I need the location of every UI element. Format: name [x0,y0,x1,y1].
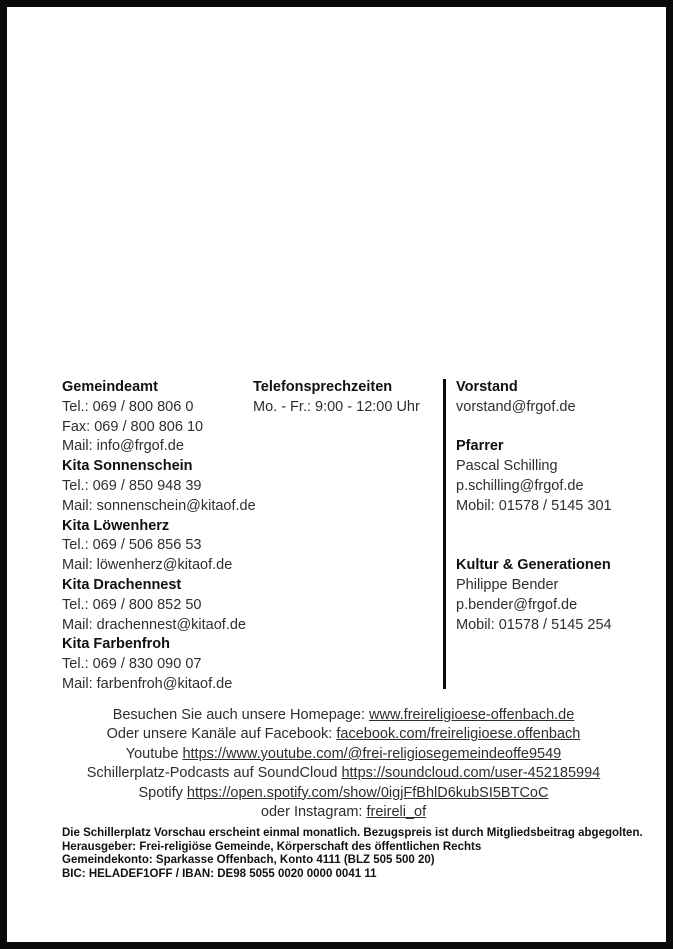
online-links-block [7,706,673,822]
youtube-line [7,745,673,764]
group-heading-vorstand: Vorstand [456,379,518,395]
kita-sonnenschein-phone: Tel.: 069 / 850 948 39 [62,477,202,494]
instagram-line [7,803,673,822]
gemeindeamt-phone: Tel.: 069 / 800 806 0 [62,398,194,415]
contact-column-people [456,378,612,635]
spotify-link[interactable]: https://open.spotify.com/show/0igjFfBhlD6kubSI5BTCoC [186,784,549,801]
homepage-prefix: Besuchen Sie auch unsere Homepage: [112,707,370,723]
homepage-link[interactable]: www.freireligioese-offenbach.de [369,707,575,723]
group-heading-kultur-generationen: Kultur & Generationen [456,557,611,574]
imprint-line-publisher: Herausgeber: Frei-religiöse Gemeinde, Körperschaft des öffentlichen Rechts [62,840,482,853]
contact-column-offices [62,378,256,695]
imprint-line-bic-iban: BIC: HELADEF1OFF / IBAN: DE98 5055 0020 0000 0041 11 [62,868,377,881]
office-heading-kita-sonnenschein: Kita Sonnenschein [62,458,193,475]
office-heading-kita-farbenfroh: Kita Farbenfroh [62,636,170,653]
vertical-divider-rule [443,379,446,689]
contact-group-pfarrer [456,437,612,516]
vorstand-mail: vorstand@frgof.de [456,398,576,415]
kultur-name: Philippe Bender [456,576,559,593]
facebook-line [7,725,673,744]
facebook-prefix: Oder unsere Kanäle auf Facebook: [106,726,337,743]
imprint-line-frequency: Die Schillerplatz Vorschau erscheint einmal monatlich. Bezugspreis ist durch Mitgliedsbeitrag abgegolten. [62,827,643,839]
kultur-mail: p.bender@frgof.de [456,596,578,613]
facebook-link[interactable]: facebook.com/freireligioese.offenbach [336,726,581,743]
contact-column-office-hours [253,378,420,418]
kita-sonnenschein-mail: Mail: sonnenschein@kitaof.de [62,497,256,514]
gemeindeamt-fax: Fax: 069 / 800 806 10 [62,418,204,435]
gemeindeamt-mail: Mail: info@frgof.de [62,438,184,455]
soundcloud-prefix: Schillerplatz-Podcasts auf SoundCloud [86,765,342,782]
office-hours-value: Mo. - Fr.: 9:00 - 12:00 Uhr [253,398,420,415]
instagram-link[interactable]: freireli_of [366,804,427,821]
instagram-prefix: oder Instagram: [260,804,367,821]
soundcloud-link[interactable]: https://soundcloud.com/user-452185994 [341,765,601,782]
soundcloud-line [7,764,673,783]
kita-loewenherz-mail: Mail: löwenherz@kitaof.de [62,557,233,574]
pfarrer-mail: p.schilling@frgof.de [456,477,584,494]
spotify-prefix: Spotify [138,784,187,801]
homepage-line [7,706,673,725]
kita-drachennest-phone: Tel.: 069 / 800 852 50 [62,596,202,613]
pfarrer-mobile: Mobil: 01578 / 5145 301 [456,497,612,514]
spotify-line [7,784,673,803]
kultur-mobile: Mobil: 01578 / 5145 254 [456,616,612,633]
office-hours-heading: Telefonsprechzeiten [253,379,393,395]
youtube-link[interactable]: https://www.youtube.com/@frei-religiosegemeindeoffe9549 [182,745,562,762]
kita-loewenherz-phone: Tel.: 069 / 506 856 53 [62,537,202,554]
group-heading-pfarrer: Pfarrer [456,438,504,455]
office-heading-kita-loewenherz: Kita Löwenherz [62,517,170,534]
contact-group-kultur-generationen [456,556,612,635]
contact-group-vorstand [456,378,612,418]
office-heading-kita-drachennest: Kita Drachennest [62,576,182,593]
office-heading-gemeindeamt: Gemeindeamt [62,379,158,395]
imprint-line-account: Gemeindekonto: Sparkasse Offenbach, Konto 4111 (BLZ 505 500 20) [62,854,435,867]
kita-farbenfroh-phone: Tel.: 069 / 830 090 07 [62,656,202,673]
pfarrer-name: Pascal Schilling [456,458,558,475]
youtube-prefix: Youtube [125,745,183,762]
imprint-block [62,827,643,882]
kita-farbenfroh-mail: Mail: farbenfroh@kitaof.de [62,675,233,692]
kita-drachennest-mail: Mail: drachennest@kitaof.de [62,616,246,633]
